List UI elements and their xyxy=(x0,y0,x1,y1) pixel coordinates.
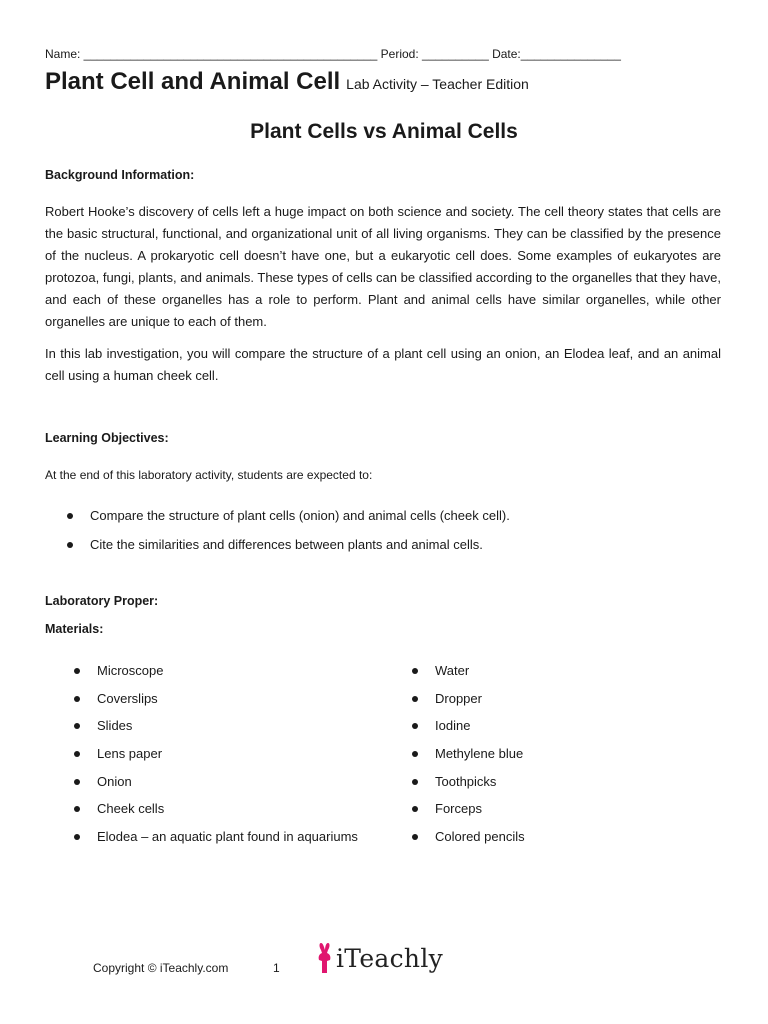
bullet-icon xyxy=(74,696,80,702)
list-item xyxy=(45,827,358,855)
document-subtitle: Lab Activity – Teacher Edition xyxy=(346,76,529,92)
background-paragraph-1: Robert Hooke’s discovery of cells left a huge impact on both science and society. The cell theory states that cells are the basic structural, functional, and organizational unit of all living organisms. They can be classified by the presence of the nucleus. A prokaryotic cell doesn’t have one, but a eukaryotic cell does. Some examples of eukaryotes are protozoa, fungi, plants, and animals. These types of cells can be classified according to the organelles that they have, and each of these organelles has a role to perform. Plant and animal cells have similar organelles, while other organelles are unique to each of them. xyxy=(45,204,721,329)
title-line xyxy=(45,68,529,96)
objectives-list xyxy=(45,506,510,564)
background-label: Background Information: xyxy=(45,168,195,182)
bullet-icon xyxy=(412,806,418,812)
name-period-date-line: Name: ____________________________________________ Period: __________ Date:_______________ xyxy=(45,47,621,61)
material-text: Coverslips xyxy=(97,690,158,706)
bullet-icon xyxy=(412,779,418,785)
material-text: Slides xyxy=(97,718,133,734)
logo-mark-path xyxy=(319,943,331,973)
list-item xyxy=(383,744,525,772)
material-text: Water xyxy=(435,663,470,678)
bullet-icon xyxy=(412,723,418,729)
bullet-icon xyxy=(412,696,418,702)
list-item xyxy=(45,744,358,772)
material-text: Colored pencils xyxy=(435,829,525,845)
list-item xyxy=(45,716,358,744)
materials-label: Materials: xyxy=(45,622,104,636)
objectives-label: Learning Objectives: xyxy=(45,431,169,445)
material-text: Elodea – an aquatic plant found in aquariums xyxy=(97,829,358,845)
list-item xyxy=(383,689,525,717)
materials-list-left xyxy=(45,661,358,855)
logo-wordmark: iTeachly xyxy=(336,943,444,973)
page-heading: Plant Cells vs Animal Cells xyxy=(250,120,518,143)
bullet-icon xyxy=(67,542,73,548)
objectives-intro: At the end of this laboratory activity, students are expected to: xyxy=(45,468,373,482)
materials-list-right xyxy=(383,661,525,855)
rabbit-logo-icon xyxy=(316,941,334,975)
list-item xyxy=(383,716,525,744)
list-item xyxy=(45,506,510,535)
list-item xyxy=(45,772,358,800)
list-item xyxy=(383,772,525,800)
footer-copyright: Copyright © iTeachly.com xyxy=(93,961,229,975)
document-title: Plant Cell and Animal Cell xyxy=(45,68,341,95)
bullet-icon xyxy=(74,723,80,729)
bullet-icon xyxy=(74,834,80,840)
footer-page-number: 1 xyxy=(273,961,280,975)
list-item xyxy=(45,535,510,564)
background-paragraph-2: In this lab investigation, you will compare the structure of a plant cell using an onion, an Elodea leaf, and an animal cell using a human cheek cell. xyxy=(45,346,721,383)
bullet-icon xyxy=(412,668,418,674)
bullet-icon xyxy=(67,513,73,519)
bullet-icon xyxy=(74,806,80,812)
list-item xyxy=(45,799,358,827)
bullet-icon xyxy=(74,668,80,674)
material-text: Dropper xyxy=(435,690,482,706)
material-text: Methylene blue xyxy=(435,746,524,762)
objective-text: Cite the similarities and differences between plants and animal cells. xyxy=(90,537,483,552)
bullet-icon xyxy=(412,834,418,840)
list-item xyxy=(383,661,525,689)
material-text: Microscope xyxy=(97,663,164,678)
list-item xyxy=(383,799,525,827)
material-text: Onion xyxy=(97,773,132,789)
list-item xyxy=(383,827,525,855)
material-text: Toothpicks xyxy=(435,773,497,789)
iteachly-logo xyxy=(316,940,443,976)
lab-proper-label: Laboratory Proper: xyxy=(45,594,159,608)
material-text: Forceps xyxy=(435,801,482,817)
bullet-icon xyxy=(74,779,80,785)
material-text: Cheek cells xyxy=(97,801,165,817)
list-item xyxy=(45,689,358,717)
objective-text: Compare the structure of plant cells (onion) and animal cells (cheek cell). xyxy=(90,508,510,523)
list-item xyxy=(45,661,358,689)
material-text: Iodine xyxy=(435,718,471,734)
bullet-icon xyxy=(412,751,418,757)
material-text: Lens paper xyxy=(97,746,163,762)
bullet-icon xyxy=(74,751,80,757)
